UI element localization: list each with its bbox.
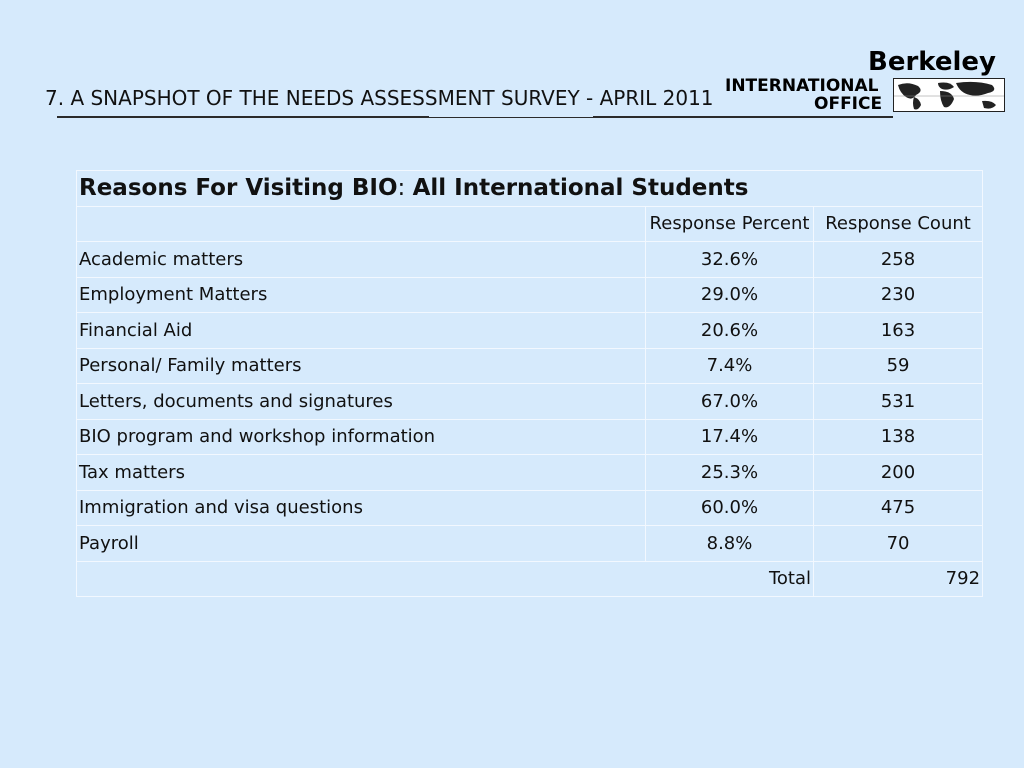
header-response-percent: Response Percent <box>646 206 814 242</box>
row-response-percent: 32.6% <box>646 242 814 278</box>
reasons-table <box>76 170 983 597</box>
total-row <box>77 561 983 597</box>
table-row <box>77 526 983 562</box>
row-label: Academic matters <box>77 242 646 278</box>
title-underline-left <box>57 116 429 118</box>
slide-title: 7. A SNAPSHOT OF THE NEEDS ASSESSMENT SURVEY - APRIL 2011 <box>45 86 714 110</box>
table-header-row <box>77 206 983 242</box>
table-row <box>77 277 983 313</box>
row-response-percent: 25.3% <box>646 455 814 491</box>
total-value: 792 <box>814 561 983 597</box>
header-response-count: Response Count <box>814 206 983 242</box>
row-response-count: 531 <box>814 384 983 420</box>
row-label: BIO program and workshop information <box>77 419 646 455</box>
row-response-percent: 20.6% <box>646 313 814 349</box>
row-response-percent: 60.0% <box>646 490 814 526</box>
row-response-count: 163 <box>814 313 983 349</box>
row-response-count: 230 <box>814 277 983 313</box>
row-label: Financial Aid <box>77 313 646 349</box>
row-response-percent: 17.4% <box>646 419 814 455</box>
row-label: Immigration and visa questions <box>77 490 646 526</box>
table-title-part-2: All International Students <box>412 175 749 202</box>
table-caption-row <box>77 171 983 207</box>
title-underline-right <box>593 116 893 118</box>
row-response-count: 70 <box>814 526 983 562</box>
row-response-percent: 67.0% <box>646 384 814 420</box>
row-label: Tax matters <box>77 455 646 491</box>
logo-international-text: INTERNATIONAL <box>725 76 879 96</box>
row-response-percent: 7.4% <box>646 348 814 384</box>
title-underline-middle <box>429 117 593 118</box>
row-response-count: 258 <box>814 242 983 278</box>
table-row <box>77 419 983 455</box>
row-response-count: 59 <box>814 348 983 384</box>
table-row <box>77 348 983 384</box>
table-row <box>77 490 983 526</box>
table-row <box>77 455 983 491</box>
row-response-percent: 8.8% <box>646 526 814 562</box>
table-title-separator: : <box>397 175 413 202</box>
logo-office-text: OFFICE <box>814 94 883 114</box>
row-label: Letters, documents and signatures <box>77 384 646 420</box>
table-row <box>77 313 983 349</box>
world-map-logo-icon <box>893 78 1005 112</box>
table-title <box>77 171 983 207</box>
header-empty-cell <box>77 206 646 242</box>
table-row <box>77 242 983 278</box>
row-label: Employment Matters <box>77 277 646 313</box>
table-title-part-1: Reasons For Visiting BIO <box>79 175 398 202</box>
row-response-count: 138 <box>814 419 983 455</box>
logo-berkeley-text: Berkeley <box>868 47 996 77</box>
row-response-count: 200 <box>814 455 983 491</box>
row-label: Personal/ Family matters <box>77 348 646 384</box>
row-label: Payroll <box>77 526 646 562</box>
table-row <box>77 384 983 420</box>
row-response-percent: 29.0% <box>646 277 814 313</box>
row-response-count: 475 <box>814 490 983 526</box>
total-label: Total <box>77 561 814 597</box>
